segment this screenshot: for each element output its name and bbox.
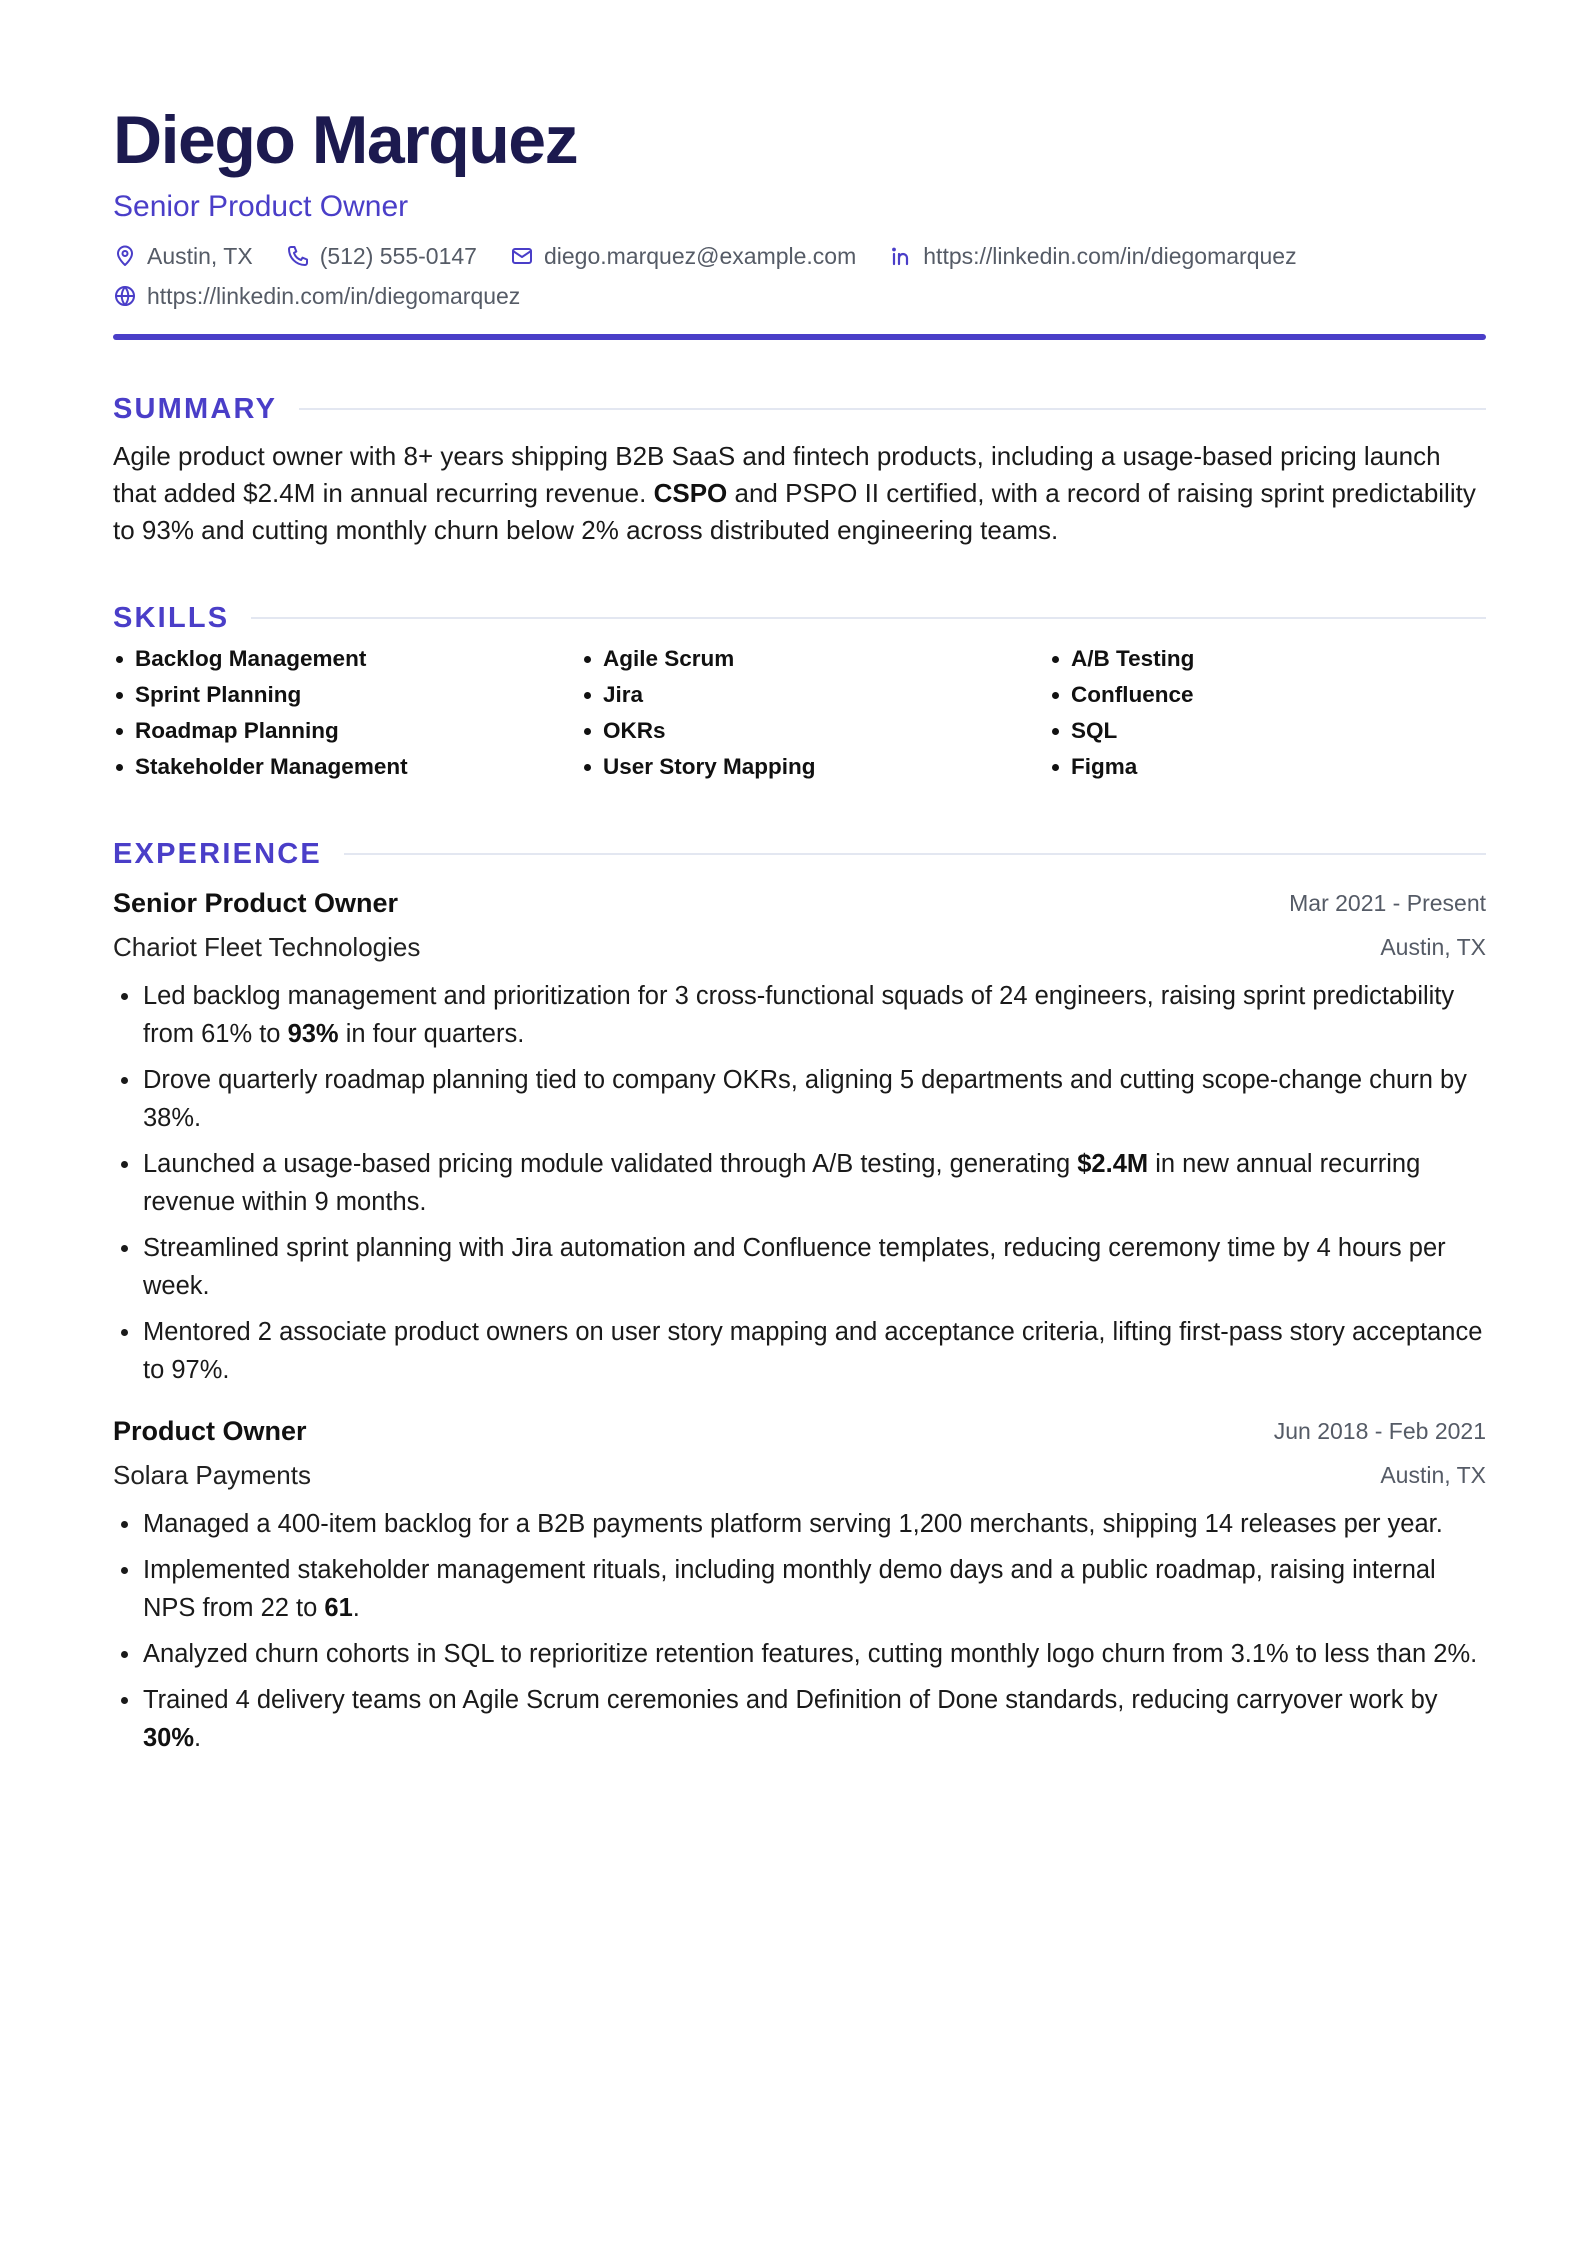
- job-bullet: [113, 1313, 1486, 1389]
- job-title-row: [113, 881, 1486, 925]
- job-dates: Mar 2021 - Present: [1289, 889, 1486, 916]
- contact-list: [113, 236, 1453, 316]
- bullet-text-bold: 30%: [143, 1724, 195, 1752]
- bullet-text-bold: 61: [324, 1594, 353, 1622]
- contact-email-text: diego.marquez@example.com: [543, 242, 857, 269]
- job-title: Senior Product Owner: [113, 888, 399, 918]
- bullet-dot: [1052, 728, 1059, 735]
- summary-section: [113, 390, 1486, 549]
- job-bullet: [113, 1681, 1486, 1757]
- skills-column: [581, 641, 1049, 785]
- bullet-text: Streamlined sprint planning with Jira automation and Confluence templates, reducing ceremony time by 4 hours per week.: [143, 1234, 1446, 1300]
- summary-heading: SUMMARY: [113, 392, 278, 425]
- skill-label: Agile Scrum: [603, 646, 735, 671]
- skills-column: [113, 641, 581, 785]
- bullet-dot: [1052, 656, 1059, 663]
- section-divider: [299, 408, 1486, 410]
- bullet-text: Mentored 2 associate product owners on user story mapping and acceptance criteria, lifting first-pass story acceptance to 97%.: [143, 1318, 1483, 1384]
- email-icon: [510, 244, 534, 268]
- job-title-row: [113, 1409, 1486, 1453]
- bullet-text-bold: $2.4M: [1077, 1150, 1149, 1178]
- bullet-text: Drove quarterly roadmap planning tied to company OKRs, aligning 5 departments and cutting scope-change churn by 38%.: [143, 1066, 1467, 1132]
- job-company-row: [113, 1453, 1486, 1497]
- skill-item: [1049, 749, 1486, 785]
- job-bullets: [113, 977, 1486, 1389]
- bullet-dot: [116, 728, 123, 735]
- summary-part: and PSPO II certified, with a record of raising sprint predictability to 93% and cutting monthly churn below 2% across distributed engineering teams.: [113, 478, 1476, 545]
- bullet-dot: [584, 764, 591, 771]
- experience-header: [113, 835, 1486, 873]
- summary-part: Agile product owner with 8+ years shipping B2B SaaS and fintech products, including a usage-based pricing launch that added $2.4M in annual recurring revenue.: [113, 441, 1441, 508]
- contact-phone[interactable]: [286, 236, 477, 276]
- skills-column: [1049, 641, 1486, 785]
- summary-header: [113, 390, 1486, 428]
- location-pin-icon: [113, 244, 137, 268]
- skill-label: Roadmap Planning: [135, 718, 339, 743]
- bullet-dot: [116, 692, 123, 699]
- job-company: Solara Payments: [113, 1460, 311, 1490]
- skill-label: OKRs: [603, 718, 666, 743]
- bullet-text: Analyzed churn cohorts in SQL to reprioritize retention features, cutting monthly logo churn from 3.1% to less than 2%.: [143, 1640, 1478, 1668]
- contact-website-text: https://linkedin.com/in/diegomarquez: [147, 282, 521, 309]
- globe-icon: [113, 284, 137, 308]
- experience-heading: EXPERIENCE: [113, 837, 322, 870]
- skill-label: Figma: [1071, 754, 1138, 779]
- skill-item: [113, 713, 581, 749]
- bullet-dot: [1052, 764, 1059, 771]
- contact-phone-text: (512) 555-0147: [319, 242, 477, 269]
- bullet-text: Managed a 400-item backlog for a B2B payments platform serving 1,200 merchants, shipping 14 releases per year.: [143, 1510, 1443, 1538]
- bullet-text: in new annual recurring revenue within 9 months.: [143, 1150, 1421, 1216]
- bullet-dot: [116, 764, 123, 771]
- section-divider: [344, 853, 1486, 855]
- skill-label: User Story Mapping: [603, 754, 816, 779]
- skill-item: [581, 713, 1049, 749]
- skill-label: Confluence: [1071, 682, 1194, 707]
- contact-location: [113, 236, 253, 276]
- skill-label: Jira: [603, 682, 644, 707]
- job-bullet: [113, 1551, 1486, 1627]
- skill-item: [1049, 641, 1486, 677]
- contact-website[interactable]: [113, 276, 520, 316]
- bullet-text: Led backlog management and prioritization for 3 cross-functional squads of 24 engineers, raising sprint predictability from 61% to: [143, 982, 1455, 1048]
- job-entry: [113, 881, 1486, 1389]
- skill-label: Sprint Planning: [135, 682, 302, 707]
- skill-label: A/B Testing: [1071, 646, 1195, 671]
- bullet-dot: [584, 728, 591, 735]
- summary-part-bold: CSPO: [653, 478, 728, 508]
- bullet-text: Trained 4 delivery teams on Agile Scrum ceremonies and Definition of Done standards, reducing carryover work by: [143, 1686, 1438, 1714]
- resume-content: [113, 96, 1486, 1765]
- skill-item: [581, 641, 1049, 677]
- bullet-text: in four quarters.: [338, 1020, 525, 1048]
- job-company: Chariot Fleet Technologies: [113, 932, 421, 962]
- job-dates: Jun 2018 - Feb 2021: [1273, 1417, 1486, 1444]
- skill-item: [113, 677, 581, 713]
- skill-label: SQL: [1071, 718, 1118, 743]
- skill-label: Backlog Management: [135, 646, 367, 671]
- summary-text: [113, 438, 1486, 549]
- job-bullet: [113, 1229, 1486, 1305]
- skill-item: [581, 677, 1049, 713]
- skills-grid: [113, 641, 1486, 785]
- header-divider: [113, 334, 1486, 340]
- skill-item: [581, 749, 1049, 785]
- bullet-text-bold: 93%: [287, 1020, 339, 1048]
- job-location: Austin, TX: [1380, 1461, 1486, 1488]
- contact-linkedin[interactable]: [889, 236, 1296, 276]
- bullet-dot: [584, 656, 591, 663]
- skills-header: [113, 599, 1486, 637]
- candidate-title: Senior Product Owner: [113, 190, 409, 223]
- skills-section: [113, 599, 1486, 785]
- job-bullet: [113, 1505, 1486, 1543]
- job-bullet: [113, 1145, 1486, 1221]
- skills-heading: SKILLS: [113, 601, 230, 634]
- bullet-text: .: [352, 1594, 360, 1622]
- job-company-row: [113, 925, 1486, 969]
- bullet-dot: [1052, 692, 1059, 699]
- skill-label: Stakeholder Management: [135, 754, 408, 779]
- job-bullet: [113, 1061, 1486, 1137]
- linkedin-icon: [889, 244, 913, 268]
- job-bullet: [113, 1635, 1486, 1673]
- skill-item: [1049, 677, 1486, 713]
- candidate-name: Diego Marquez: [113, 102, 578, 178]
- phone-icon: [286, 244, 310, 268]
- bullet-text: Launched a usage-based pricing module validated through A/B testing, generating: [143, 1150, 1078, 1178]
- job-bullets: [113, 1505, 1486, 1757]
- section-divider: [251, 617, 1486, 619]
- bullet-text: Implemented stakeholder management rituals, including monthly demo days and a public roadmap, raising internal NPS from 22 to: [143, 1556, 1436, 1622]
- bullet-dot: [584, 692, 591, 699]
- contact-email[interactable]: [510, 236, 856, 276]
- bullet-dot: [116, 656, 123, 663]
- job-title: Product Owner: [113, 1416, 307, 1446]
- skill-item: [113, 641, 581, 677]
- skill-item: [113, 749, 581, 785]
- experience-section: [113, 835, 1486, 1757]
- contact-linkedin-text: https://linkedin.com/in/diegomarquez: [923, 242, 1297, 269]
- job-entry: [113, 1409, 1486, 1757]
- skill-item: [1049, 713, 1486, 749]
- bullet-text: .: [194, 1724, 202, 1752]
- job-location: Austin, TX: [1380, 933, 1486, 960]
- contact-location-text: Austin, TX: [147, 242, 253, 269]
- job-bullet: [113, 977, 1486, 1053]
